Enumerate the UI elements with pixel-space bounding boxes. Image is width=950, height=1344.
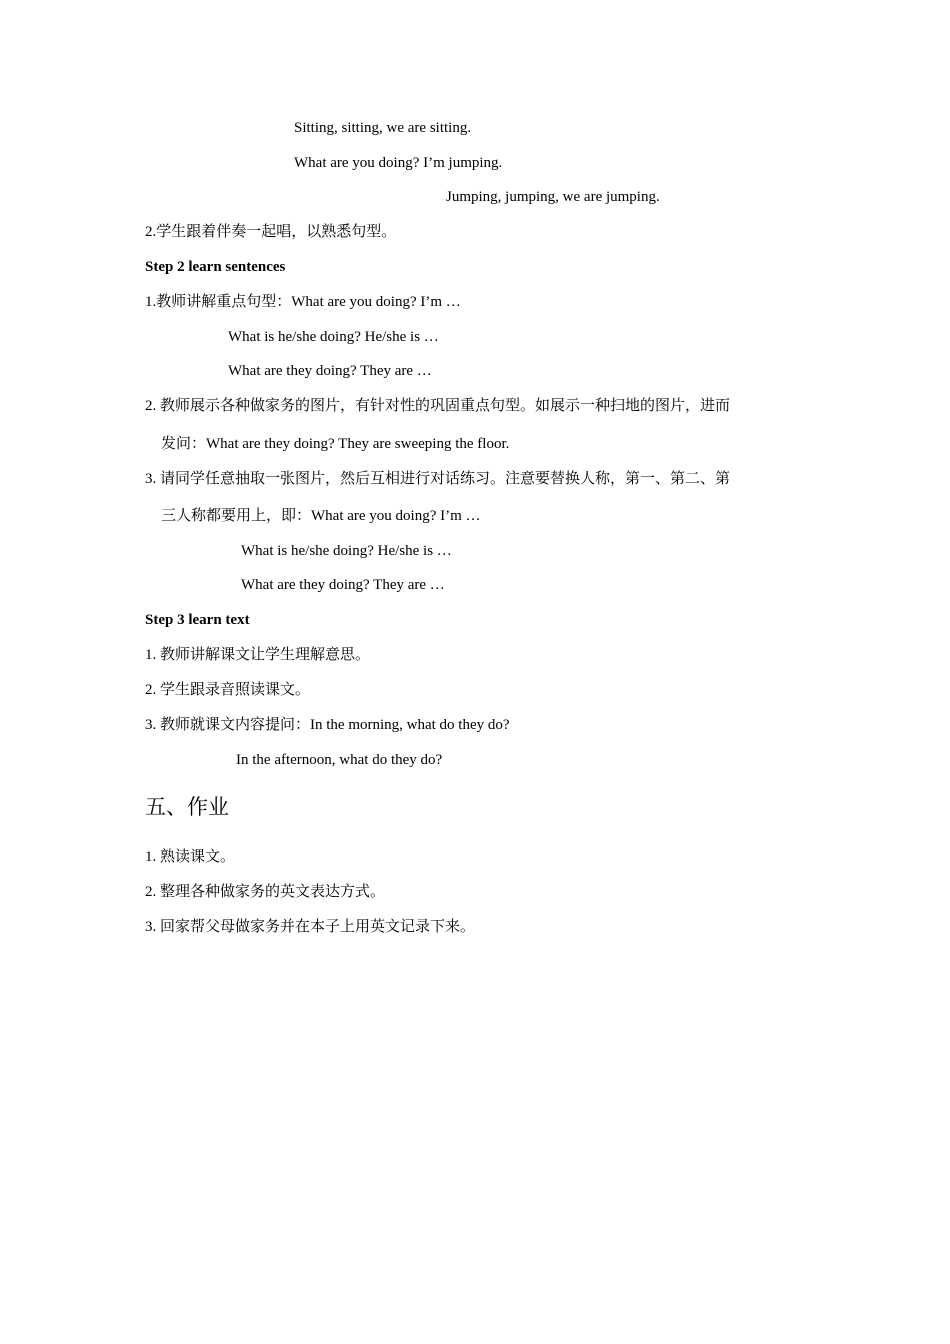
- song-line-3: Jumping, jumping, we are jumping.: [446, 189, 660, 205]
- homework-item-1: 1. 熟读课文。: [145, 849, 236, 865]
- step1-item-2: 2.学生跟着伴奏一起唱，以熟悉句型。: [145, 224, 397, 240]
- step2-item-2-line-2: 发问：What are they doing? They are sweeping the floor.: [161, 436, 510, 452]
- step3-item-2: 2. 学生跟录音照读课文。: [145, 682, 311, 698]
- step2-item-1-sub-1: What is he/she doing? He/she is …: [228, 329, 439, 345]
- step3-item-1: 1. 教师讲解课文让学生理解意思。: [145, 647, 371, 663]
- song-line-2: What are you doing? I’m jumping.: [294, 155, 503, 171]
- song-line-1: Sitting, sitting, we are sitting.: [294, 120, 472, 136]
- homework-heading: 五、作业: [145, 795, 229, 819]
- step2-item-1-sub-2: What are they doing? They are …: [228, 363, 432, 379]
- step3-item-3: 3. 教师就课文内容提问：In the morning, what do they do?: [145, 717, 510, 733]
- step2-item-3-line-1: 3. 请同学任意抽取一张图片，然后互相进行对话练习。注意要替换人称，第一、第二、第: [145, 471, 731, 487]
- step2-heading: Step 2 learn sentences: [145, 259, 286, 275]
- step2-item-3-line-2: 三人称都要用上，即：What are you doing? I’m …: [161, 508, 481, 524]
- step3-heading: Step 3 learn text: [145, 612, 250, 628]
- homework-item-3: 3. 回家帮父母做家务并在本子上用英文记录下来。: [145, 919, 476, 935]
- homework-item-2: 2. 整理各种做家务的英文表达方式。: [145, 884, 386, 900]
- step2-item-3-sub-1: What is he/she doing? He/she is …: [241, 543, 452, 559]
- step3-item-3-sub: In the afternoon, what do they do?: [236, 752, 443, 768]
- step2-item-2-line-1: 2. 教师展示各种做家务的图片，有针对性的巩固重点句型。如展示一种扫地的图片，进而: [145, 398, 731, 414]
- step2-item-1: 1.教师讲解重点句型：What are you doing? I’m …: [145, 294, 461, 310]
- step2-item-3-sub-2: What are they doing? They are …: [241, 577, 445, 593]
